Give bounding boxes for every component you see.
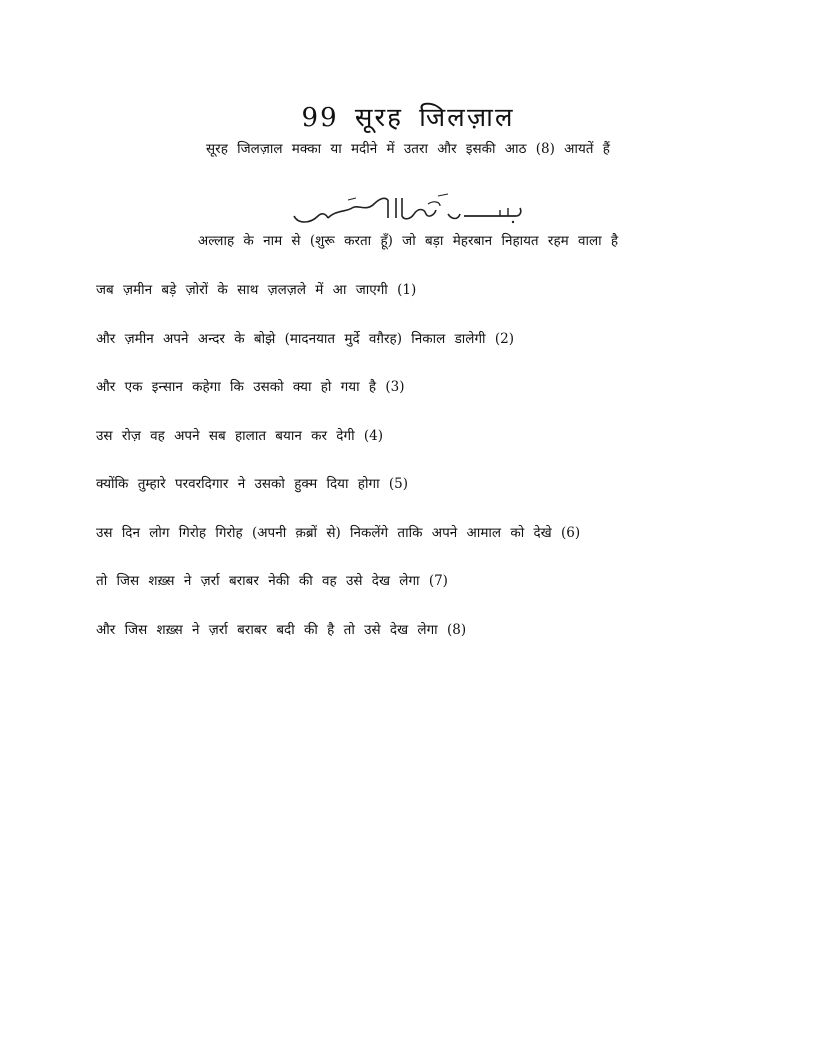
verse-7: तो जिस शख़्स ने ज़र्रा बराबर नेकी की वह उसे देख लेगा (7) <box>96 573 448 589</box>
surah-subtitle: सूरह जिलज़ाल मक्का या मदीने में उतरा और इसकी आठ (8) आयतें हैं <box>206 141 610 157</box>
verse-5: क्योंकि तुम्हारे परवरदिगार ने उसको हुक्म दिया होगा (5) <box>96 476 408 492</box>
verse-3: और एक इन्सान कहेगा कि उसको क्या हो गया है (3) <box>96 379 405 395</box>
bismillah-translation: अल्लाह के नाम से (शुरू करता हूँ) जो बड़ा मेहरबान निहायत रहम वाला है <box>197 233 619 249</box>
verse-1: जब ज़मीन बड़े ज़ोरों के साथ ज़लज़ले में आ जाएगी (1) <box>96 282 417 298</box>
verse-6: उस दिन लोग गिरोह गिरोह (अपनी क़ब्रों से) निकलेंगे ताकि अपने आमाल को देखे (6) <box>96 524 581 541</box>
verse-4: उस रोज़ वह अपने सब हालात बयान कर देगी (4) <box>96 427 383 444</box>
verse-8: और जिस शख़्स ने ज़र्रा बराबर बदी की है तो उसे देख लेगा (8) <box>96 621 467 638</box>
verse-list <box>96 280 736 668</box>
verse-2: और ज़मीन अपने अन्दर के बोझे (मादनयात मुर्दे वग़ैरह) निकाल डालेगी (2) <box>96 330 514 347</box>
surah-title: 99 सूरह जिलज़ाल <box>301 103 515 133</box>
bismillah-calligraphy-icon <box>288 190 528 226</box>
